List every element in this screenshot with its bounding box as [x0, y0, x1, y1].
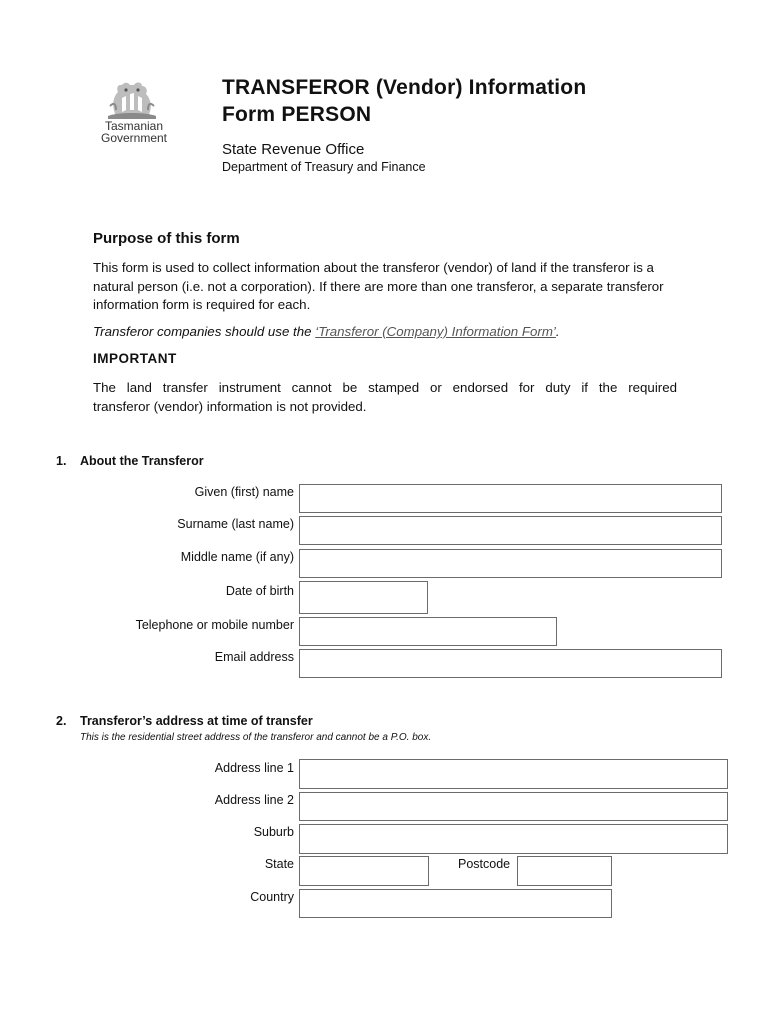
- section2-title: Transferor’s address at time of transfer: [80, 714, 313, 728]
- address1-label: Address line 1: [214, 761, 294, 775]
- company-form-note: [93, 323, 560, 342]
- purpose-text-line1: This form is used to collect information about the transferor (vendor) of land if the transferor is a: [93, 260, 654, 275]
- postcode-field[interactable]: [517, 856, 612, 886]
- postcode-label: Postcode: [458, 857, 511, 871]
- logo-text-line2: Government: [100, 131, 168, 145]
- country-label: Country: [250, 890, 294, 904]
- section1-number: 1.: [56, 454, 67, 468]
- suburb-field[interactable]: [299, 824, 728, 854]
- form-title-line1: TRANSFEROR (Vendor) Information: [222, 76, 587, 99]
- dob-label: Date of birth: [225, 584, 294, 598]
- middle-name-label: Middle name (if any): [180, 550, 294, 564]
- section2-note: This is the residential street address of the transferor and cannot be a P.O. box.: [80, 732, 432, 743]
- surname-field[interactable]: [299, 516, 722, 545]
- purpose-text-line3: information form is required for each.: [93, 297, 311, 312]
- office-name: State Revenue Office: [222, 141, 365, 158]
- important-heading: IMPORTANT: [93, 351, 177, 366]
- department-name: Department of Treasury and Finance: [222, 160, 426, 174]
- suburb-label: Suburb: [253, 825, 294, 839]
- company-form-link[interactable]: ‘Transferor (Company) Information Form’: [315, 324, 556, 339]
- email-field[interactable]: [299, 649, 722, 678]
- important-text-line2: transferor (vendor) information is not provided.: [93, 398, 367, 414]
- section2-number: 2.: [56, 714, 67, 728]
- phone-field[interactable]: [299, 617, 557, 646]
- surname-label: Surname (last name): [177, 517, 294, 531]
- address2-label: Address line 2: [214, 793, 294, 807]
- address1-field[interactable]: [299, 759, 728, 789]
- purpose-heading: Purpose of this form: [93, 230, 240, 247]
- address2-field[interactable]: [299, 792, 728, 821]
- important-text-line1: The land transfer instrument cannot be stamped or endorsed for duty if the required: [93, 380, 677, 395]
- phone-label: Telephone or mobile number: [135, 618, 294, 632]
- email-label: Email address: [214, 650, 294, 664]
- company-form-suffix: .: [555, 324, 560, 339]
- state-field[interactable]: [299, 856, 429, 886]
- tasmanian-government-logo: [92, 76, 176, 146]
- dob-field[interactable]: [299, 581, 428, 614]
- state-label: State: [264, 857, 294, 871]
- form-title-line2: Form PERSON: [222, 103, 372, 126]
- logo-text-line1: Tasmanian: [104, 119, 164, 133]
- tasmanian-tiger-emblem-icon: [106, 76, 158, 120]
- given-name-label: Given (first) name: [194, 485, 294, 499]
- company-form-prefix: Transferor companies should use the: [93, 324, 316, 339]
- country-field[interactable]: [299, 889, 612, 918]
- middle-name-field[interactable]: [299, 549, 722, 578]
- purpose-text-line2: natural person (i.e. not a corporation). If there are more than one transferor, a separate transferor: [93, 278, 664, 294]
- given-name-field[interactable]: [299, 484, 722, 513]
- section1-title: About the Transferor: [80, 454, 204, 468]
